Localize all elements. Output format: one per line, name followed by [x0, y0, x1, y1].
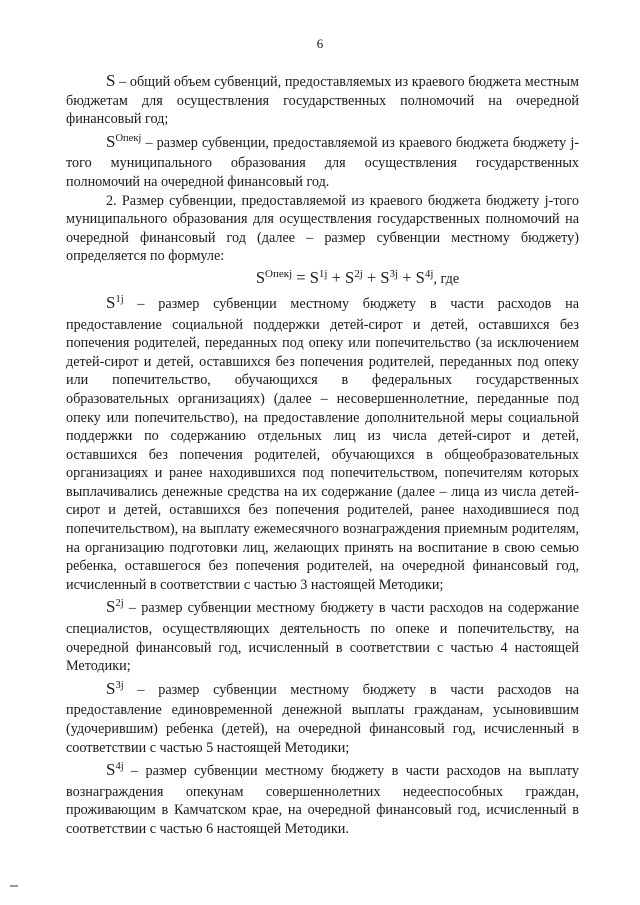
formula-term-2: S [345, 267, 355, 287]
symbol-s1: S [106, 292, 116, 312]
formula-plus-1: + [327, 267, 346, 287]
component-s4 [66, 761, 579, 838]
superscript-4j: 4j [115, 761, 124, 773]
definition-s-opek-text: – размер субвенции, предоставляемой из краевого бюджета бюджету j-того муниципального образования для осуществления государственных полномочий на очередной финансовый год. [66, 134, 579, 190]
formula-term-4-sup: 4j [424, 267, 434, 280]
formula-term-2-sup: 2j [354, 267, 363, 280]
formula-term-1-sup: 1j [318, 267, 328, 280]
formula-term-3-sup: 3j [389, 267, 399, 280]
formula-plus-2: + [362, 267, 381, 287]
superscript-1j: 1j [115, 293, 124, 305]
formula-term-4: S [415, 267, 425, 287]
definition-s-opek [66, 133, 579, 192]
document-body [66, 72, 579, 839]
page-number: 6 [316, 36, 324, 51]
component-s1 [66, 294, 579, 595]
symbol-s: S [106, 71, 116, 90]
component-s1-text: – размер субвенции местному бюджету в части расходов на предоставление социальной поддержки детей-сирот и детей, оставшихся без попечения родителей, переданных под опеку или попечительство (за исключением детей-сирот и детей, оставшихся без попечения родителей, переданных под опеку или попечительство, обучающихся в федеральных государственных образовательных организациях) (далее – несовершеннолетние, переданные под опеку или попечительство), на предоставление дополнительной меры социальной поддержки по содержанию отдельных лиц из числа детей-сирот и детей, оставшихся без попечения родителей, обучающихся в общеобразовательных организациях и ранее находившихся под попечительством, попечителям которых выплачивались денежные средства на их содержание (далее – лица из числа детей-сирот и детей, оставшихся без попечения родителей, ранее находившиеся под попечительством), на выплату ежемесячного вознаграждения приемным родителям, на организацию подготовки лиц, желающих принять на воспитание в свою семью ребенка, оставшегося без попечения родителей, на очередной финансовый год, исчисленный в соответствии с частью 3 настоящей Методики; [66, 295, 579, 593]
component-s2 [66, 598, 579, 675]
symbol-s-opek: S [106, 131, 116, 151]
component-s4-text: – размер субвенции местному бюджету в части расходов на выплату вознаграждения опекунам совершеннолетних недееспособных граждан, проживающим в Камчатском крае, на очередной финансовый год, исчисленный в соответствии с частью 6 настоящей Методики. [66, 763, 579, 837]
symbol-s3: S [106, 678, 116, 698]
paragraph-2: 2. Размер субвенции, предоставляемой из краевого бюджета бюджету j-того муниципального образования для осуществления государственных полномочий на очередной финансовый год (далее – размер субвенции местному бюджету) определяется по формуле: [66, 192, 579, 265]
symbol-s4: S [106, 760, 116, 780]
definition-s [66, 72, 579, 129]
formula-term-3: S [380, 267, 390, 287]
component-s2-text: – размер субвенции местному бюджету в части расходов на содержание специалистов, осуществляющих деятельность по опеке и попечительству, на очередной финансовый год, исчисленный в соответствии с частью 4 настоящей Методики; [66, 600, 579, 675]
formula-lhs: S [255, 267, 266, 287]
formula [66, 267, 579, 291]
definition-s-text: – общий объем субвенций, предоставляемых из краевого бюджета местным бюджетам для осуществления государственных полномочий на очередной финансовый год; [66, 74, 579, 128]
component-s3-text: – размер субвенции местному бюджету в части расходов на предоставление единовременной денежной выплаты гражданам, усыновившим (удочерившим) ребенка (детей), на очередной финансовый год, исчисленный в соответствии с частью 5 настоящей Методики; [66, 681, 579, 756]
formula-lhs-superscript: Опекj [265, 267, 293, 280]
scan-artifact [10, 885, 18, 887]
superscript-2j: 2j [115, 598, 124, 610]
formula-term-1: S [309, 267, 319, 287]
superscript-opek: Опекj [115, 132, 142, 144]
formula-equals: = [292, 267, 310, 287]
superscript-3j: 3j [115, 679, 124, 691]
symbol-s2: S [106, 597, 116, 617]
formula-tail: , где [433, 270, 460, 287]
component-s3 [66, 680, 579, 757]
formula-plus-3: + [398, 267, 416, 287]
